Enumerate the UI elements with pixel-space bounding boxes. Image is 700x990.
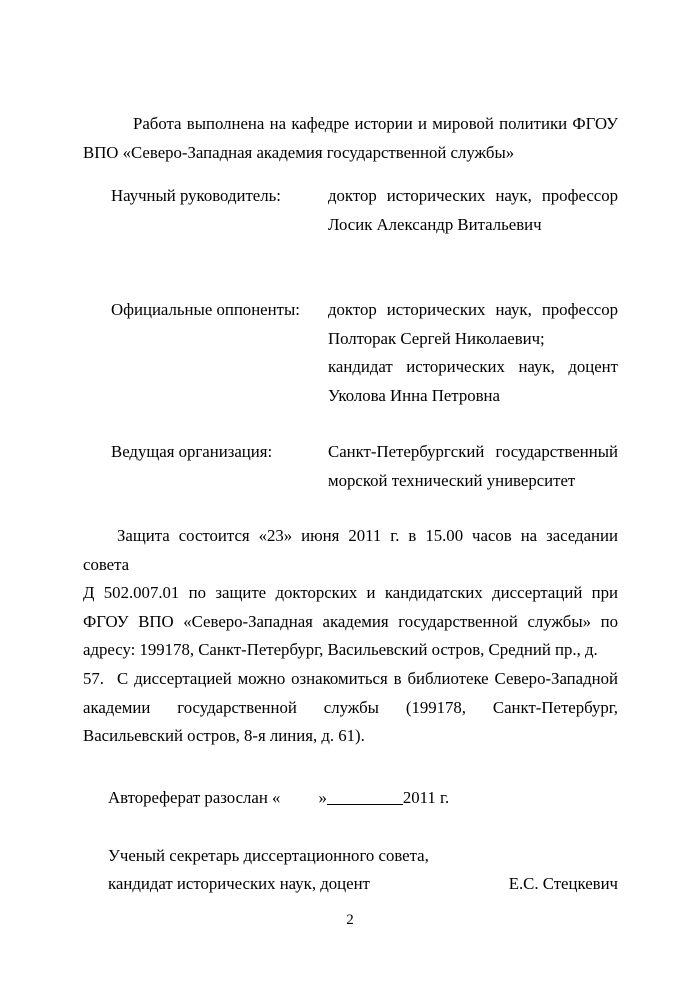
lead-organization-line: Санкт-Петербургский государственный <box>328 442 618 461</box>
opponent-title: кандидат исторических наук, доцент <box>328 357 618 376</box>
abstract-sent-close-quote: » <box>318 788 327 807</box>
supervisor-value <box>328 182 618 239</box>
intro-paragraph <box>83 110 618 167</box>
opponent-name: Уколова Инна Петровна <box>328 385 500 405</box>
library-paragraph <box>83 665 618 751</box>
defense-line: Защита состоится «23» июня 2011 г. в 15.00 часов на заседании совета <box>83 526 618 574</box>
defense-line: Д 502.007.01 по защите докторских и кандидатских диссертаций при <box>83 583 618 602</box>
opponent-title: доктор исторических наук, профессор <box>328 300 618 319</box>
intro-line: ВПО «Северо-Западная академия государственной службы» <box>83 142 515 162</box>
supervisor-label: Научный руководитель: <box>111 186 281 205</box>
lead-organization-value <box>328 438 618 495</box>
opponent-name: Полторак Сергей Николаевич; <box>328 328 545 348</box>
defense-line: адресу: 199178, Санкт-Петербург, Васильевский остров, Средний пр., д. 57. <box>83 640 598 688</box>
page-number: 2 <box>346 912 354 928</box>
secretary-name: Е.С. Стецкевич <box>508 874 618 893</box>
secretary-title-line: Ученый секретарь диссертационного совета, <box>108 846 429 865</box>
intro-line: Работа выполнена на кафедре истории и мировой политики ФГОУ <box>133 114 618 133</box>
secretary-signature-row <box>108 870 618 898</box>
library-line: академии государственной службы (199178, Санкт-Петербург, <box>83 697 618 717</box>
secretary-block <box>108 842 618 898</box>
lead-organization-line: морской технический университет <box>328 470 576 490</box>
abstract-sent-year: 2011 г. <box>402 788 450 807</box>
month-blank-underline <box>327 786 403 805</box>
library-line: С диссертацией можно ознакомиться в библиотеке Северо-Западной <box>117 669 618 688</box>
defense-line: ФГОУ ВПО «Северо-Западная академия государственной службы» по <box>83 611 618 631</box>
abstract-sent-prefix: Автореферат разослан « <box>108 788 281 807</box>
supervisor-title: доктор исторических наук, профессор <box>328 186 618 205</box>
supervisor-name: Лосик Александр Витальевич <box>328 214 542 234</box>
abstract-sent-line <box>108 784 449 812</box>
lead-organization-label: Ведущая организация: <box>111 442 273 461</box>
opponents-label: Официальные оппоненты: <box>111 300 300 319</box>
secretary-degree: кандидат исторических наук, доцент <box>108 874 370 893</box>
library-line: Васильевский остров, 8-я линия, д. 61). <box>83 726 365 745</box>
opponents-value <box>328 296 618 410</box>
